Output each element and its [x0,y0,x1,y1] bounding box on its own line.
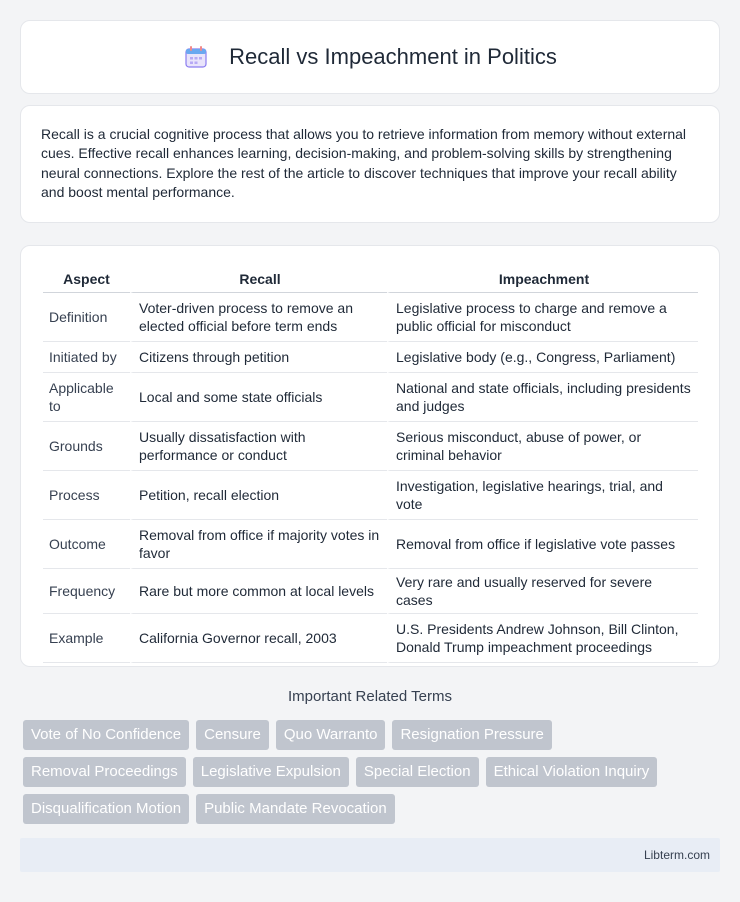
term-tag[interactable]: Quo Warranto [276,720,386,750]
recall-cell: Removal from office if majority votes in favor [130,520,387,569]
table-row [43,471,698,520]
comparison-table [43,266,698,663]
term-tag[interactable]: Special Election [356,757,479,787]
calendar-icon [183,44,209,70]
recall-cell: Voter-driven process to remove an elected official before term ends [130,293,387,342]
recall-cell: California Governor recall, 2003 [130,614,387,663]
page-title: Recall vs Impeachment in Politics [229,44,557,69]
aspect-cell: Grounds [43,422,130,471]
aspect-cell: Initiated by [43,342,130,373]
footer-site-link[interactable]: Libterm.com [643,848,710,862]
term-tag[interactable]: Public Mandate Revocation [196,794,395,824]
table-row [43,373,698,422]
aspect-cell: Frequency [43,569,130,614]
header [183,44,557,70]
term-tag[interactable]: Resignation Pressure [392,720,551,750]
aspect-cell: Definition [43,293,130,342]
impeachment-cell: Investigation, legislative hearings, trial, and vote [387,471,698,520]
header-card [20,20,720,94]
table-header-row [43,266,698,293]
impeachment-cell: Legislative body (e.g., Congress, Parliament) [387,342,698,373]
term-tag[interactable]: Censure [196,720,269,750]
impeachment-cell: Serious misconduct, abuse of power, or criminal behavior [387,422,698,471]
impeachment-cell: Removal from office if legislative vote passes [387,520,698,569]
intro-card [20,105,720,223]
table-row [43,569,698,614]
header-aspect: Aspect [43,266,130,293]
aspect-cell: Applicable to [43,373,130,422]
term-tag[interactable]: Removal Proceedings [23,757,186,787]
recall-cell: Petition, recall election [130,471,387,520]
header-impeachment: Impeachment [387,266,698,293]
impeachment-cell: Very rare and usually reserved for severe cases [387,569,698,614]
table-row [43,342,698,373]
related-terms-title: Important Related Terms [288,688,452,705]
comparison-card [20,245,720,667]
table-row [43,614,698,663]
aspect-cell: Outcome [43,520,130,569]
term-tag[interactable]: Disqualification Motion [23,794,189,824]
table-row [43,293,698,342]
header-recall: Recall [130,266,387,293]
table-row [43,422,698,471]
recall-cell: Rare but more common at local levels [130,569,387,614]
related-terms [23,720,723,831]
impeachment-cell: U.S. Presidents Andrew Johnson, Bill Clinton, Donald Trump impeachment proceedings [387,614,698,663]
intro-paragraph: Recall is a crucial cognitive process that allows you to retrieve information from memory without external cues. Effective recall enhances learning, decision-making, and problem-solving skills by strengthening neural connections. Explore the rest of the article to discover techniques that improve your recall ability and boost mental performance. [41,126,687,201]
table-row [43,520,698,569]
aspect-cell: Example [43,614,130,663]
aspect-cell: Process [43,471,130,520]
recall-cell: Usually dissatisfaction with performance or conduct [130,422,387,471]
footer [20,838,720,872]
impeachment-cell: National and state officials, including presidents and judges [387,373,698,422]
recall-cell: Local and some state officials [130,373,387,422]
recall-cell: Citizens through petition [130,342,387,373]
impeachment-cell: Legislative process to charge and remove a public official for misconduct [387,293,698,342]
term-tag[interactable]: Legislative Expulsion [193,757,349,787]
term-tag[interactable]: Vote of No Confidence [23,720,189,750]
term-tag[interactable]: Ethical Violation Inquiry [486,757,658,787]
